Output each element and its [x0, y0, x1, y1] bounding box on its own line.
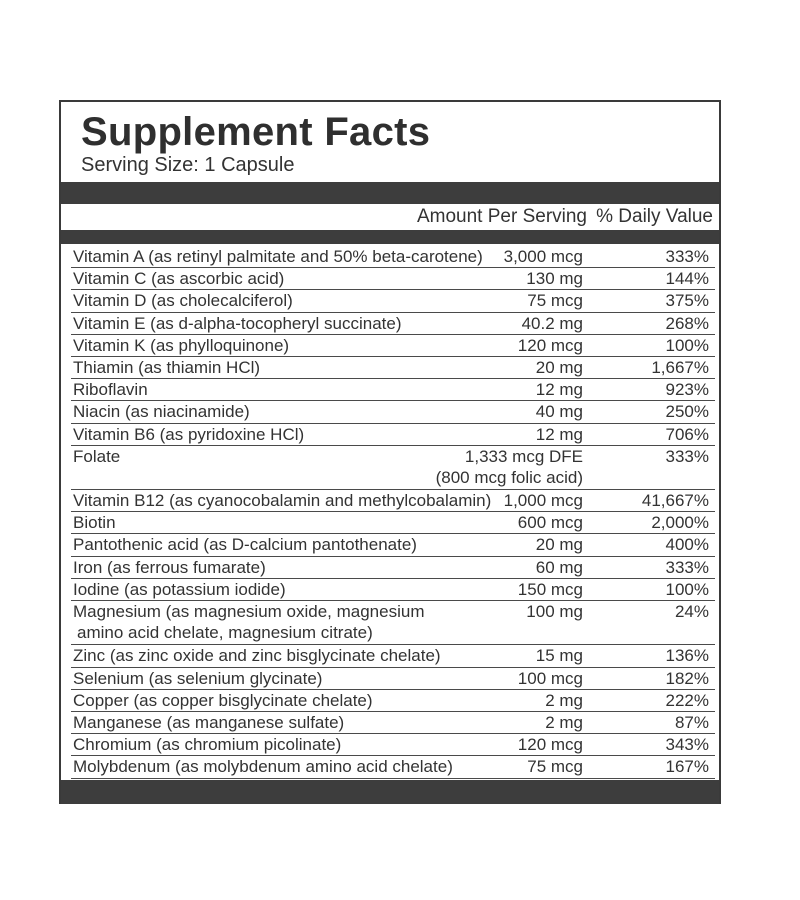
nutrient-amount-text: 130 mg [526, 269, 583, 289]
nutrient-amount [518, 668, 583, 689]
nutrient-daily-value: 268% [665, 313, 709, 333]
nutrient-amount [536, 557, 583, 578]
nutrient-name [73, 290, 293, 311]
nutrient-name-text: Magnesium (as magnesium oxide, magnesium [73, 602, 425, 622]
nutrient-name-continued: amino acid chelate, magnesium citrate) [77, 623, 373, 643]
nutrient-amount-text: 100 mg [526, 602, 583, 622]
daily-value-header: % Daily Value [596, 206, 713, 227]
nutrient-name-text: Chromium (as chromium picolinate) [73, 735, 342, 755]
nutrient-amount [536, 357, 583, 378]
nutrient-name-text: Vitamin B6 (as pyridoxine HCl) [73, 424, 305, 444]
nutrient-name-text: Selenium (as selenium glycinate) [73, 668, 323, 688]
nutrient-daily-value: 24% [674, 602, 709, 622]
nutrient-name-text: Manganese (as manganese sulfate) [73, 712, 345, 732]
nutrient-name-text: Niacin (as niacinamide) [73, 402, 250, 422]
nutrient-name [73, 534, 417, 555]
supplement-facts-panel [59, 100, 721, 804]
nutrient-daily-value: 250% [665, 402, 709, 422]
nutrient-daily-value: 333% [665, 557, 709, 577]
nutrient-daily-value: 400% [665, 535, 709, 555]
nutrient-amount [504, 246, 583, 267]
nutrient-daily-value: 136% [665, 646, 709, 666]
nutrient-name [73, 734, 341, 755]
nutrient-amount [536, 534, 583, 555]
divider-bar-middle [61, 230, 719, 244]
nutrient-row [71, 268, 715, 290]
nutrient-amount-text: 120 mcg [517, 335, 583, 355]
nutrient-amount-text: 15 mg [535, 646, 583, 666]
nutrient-name [73, 490, 491, 511]
nutrient-amount [504, 490, 583, 511]
nutrient-amount-text: 2 mg [545, 690, 583, 710]
nutrient-amount [518, 512, 583, 533]
nutrient-daily-value: 87% [674, 712, 709, 732]
nutrient-row [71, 424, 715, 446]
nutrient-amount [518, 579, 583, 600]
nutrient-amount [536, 379, 583, 400]
nutrient-row [71, 335, 715, 357]
nutrient-amount [536, 645, 583, 666]
nutrient-row [71, 290, 715, 312]
nutrient-row [71, 601, 715, 645]
nutrient-daily-value: 333% [665, 446, 709, 466]
nutrient-daily-value: 100% [665, 335, 709, 355]
nutrient-amount [526, 268, 583, 289]
nutrient-name-text: Iodine (as potassium iodide) [73, 579, 286, 599]
nutrient-name [73, 246, 483, 267]
nutrient-amount [536, 401, 583, 422]
nutrient-amount-text: 12 mg [535, 380, 583, 400]
nutrient-name [73, 379, 148, 400]
nutrient-row [71, 534, 715, 556]
nutrient-row [71, 512, 715, 534]
nutrient-amount-note: (800 mcg folic acid) [435, 467, 583, 487]
nutrient-name-text: Iron (as ferrous fumarate) [73, 557, 266, 577]
nutrient-daily-value: 100% [665, 579, 709, 599]
nutrient-amount [518, 335, 583, 356]
nutrient-name [73, 313, 402, 334]
nutrient-name-text: Zinc (as zinc oxide and zinc bisglycinate chelate) [73, 646, 441, 666]
nutrient-row [71, 734, 715, 756]
nutrient-name [73, 690, 373, 711]
nutrient-name-text: Vitamin B12 (as cyanocobalamin and methylcobalamin) [73, 491, 492, 511]
nutrient-amount-text: 150 mcg [517, 579, 583, 599]
nutrient-amount-text: 60 mg [535, 557, 583, 577]
nutrient-daily-value: 222% [665, 690, 709, 710]
nutrient-amount-text: 600 mcg [517, 513, 583, 533]
nutrient-daily-value: 375% [665, 291, 709, 311]
nutrient-name [73, 756, 453, 777]
nutrient-amount-text: 120 mcg [517, 735, 583, 755]
nutrient-amount-text: 40.2 mg [521, 313, 583, 333]
nutrient-name-text: Molybdenum (as molybdenum amino acid chelate) [73, 757, 453, 777]
nutrient-amount [527, 756, 583, 777]
nutrient-daily-value: 41,667% [641, 491, 709, 511]
nutrient-row [71, 756, 715, 778]
nutrient-row [71, 645, 715, 667]
nutrient-amount-text: 100 mcg [517, 668, 583, 688]
nutrient-daily-value: 1,667% [651, 357, 709, 377]
nutrient-name [73, 512, 116, 533]
nutrient-name [73, 424, 304, 445]
nutrient-name-text: Folate [73, 446, 121, 466]
nutrient-amount-text: 1,000 mcg [503, 491, 583, 511]
nutrient-name [73, 712, 344, 733]
nutrient-name [73, 446, 120, 467]
nutrient-name [73, 335, 289, 356]
nutrient-amount [545, 712, 583, 733]
nutrient-amount [526, 601, 583, 622]
nutrient-name [73, 357, 260, 378]
nutrient-table [71, 246, 715, 779]
nutrient-row [71, 357, 715, 379]
nutrient-amount [536, 424, 583, 445]
nutrient-row [71, 557, 715, 579]
nutrient-daily-value: 2,000% [651, 513, 709, 533]
nutrient-name [73, 645, 441, 666]
nutrient-amount [522, 313, 583, 334]
nutrient-row [71, 401, 715, 423]
nutrient-daily-value: 182% [665, 668, 709, 688]
nutrient-amount-text: 20 mg [535, 357, 583, 377]
nutrient-row [71, 446, 715, 490]
nutrient-daily-value: 167% [665, 757, 709, 777]
nutrient-amount [545, 690, 583, 711]
nutrient-daily-value: 144% [665, 269, 709, 289]
nutrient-row [71, 690, 715, 712]
nutrient-name-text: Vitamin A (as retinyl palmitate and 50% beta-carotene) [73, 247, 483, 266]
nutrient-name-text: Biotin [73, 513, 116, 533]
nutrient-name [73, 668, 322, 689]
nutrient-row [71, 579, 715, 601]
nutrient-daily-value: 343% [665, 735, 709, 755]
nutrient-amount-text: 2 mg [545, 712, 583, 732]
nutrient-amount [436, 446, 583, 488]
divider-bar-top [61, 182, 719, 204]
nutrient-amount [518, 734, 583, 755]
nutrient-row [71, 313, 715, 335]
nutrient-row [71, 246, 715, 268]
nutrient-name [73, 557, 266, 578]
nutrient-name-text: Vitamin D (as cholecalciferol) [73, 291, 293, 311]
nutrient-row [71, 379, 715, 401]
nutrient-amount-text: 20 mg [535, 535, 583, 555]
nutrient-name-text: Copper (as copper bisglycinate chelate) [73, 690, 373, 710]
nutrient-amount-text: 75 mcg [527, 757, 583, 777]
nutrient-name [73, 601, 425, 643]
nutrient-name-text: Vitamin E (as d-alpha-tocopheryl succinate) [73, 313, 402, 333]
nutrient-amount-text: 40 mg [535, 402, 583, 422]
nutrient-row [71, 490, 715, 512]
nutrient-daily-value: 706% [665, 424, 709, 444]
nutrient-daily-value: 333% [665, 247, 709, 266]
amount-per-serving-header: Amount Per Serving [416, 206, 587, 227]
nutrient-amount-text: 12 mg [535, 424, 583, 444]
divider-bar-bottom [61, 780, 719, 804]
nutrient-name-text: Pantothenic acid (as D-calcium pantothenate) [73, 535, 417, 555]
nutrient-row [71, 668, 715, 690]
nutrient-name-text: Thiamin (as thiamin HCl) [73, 357, 261, 377]
nutrient-name-text: Vitamin K (as phylloquinone) [73, 335, 290, 355]
nutrient-row [71, 712, 715, 734]
nutrient-amount-text: 1,333 mcg DFE [464, 446, 583, 466]
nutrient-name [73, 401, 250, 422]
nutrient-name [73, 268, 284, 289]
nutrient-name-text: Riboflavin [73, 380, 148, 400]
nutrient-name [73, 579, 286, 600]
nutrient-amount-text: 75 mcg [527, 291, 583, 311]
nutrient-name-text: Vitamin C (as ascorbic acid) [73, 269, 285, 289]
nutrient-amount-text: 3,000 mcg [503, 247, 583, 266]
nutrient-amount [527, 290, 583, 311]
label-title: Supplement Facts [81, 110, 431, 154]
serving-size: Serving Size: 1 Capsule [81, 154, 295, 176]
nutrient-daily-value: 923% [665, 380, 709, 400]
